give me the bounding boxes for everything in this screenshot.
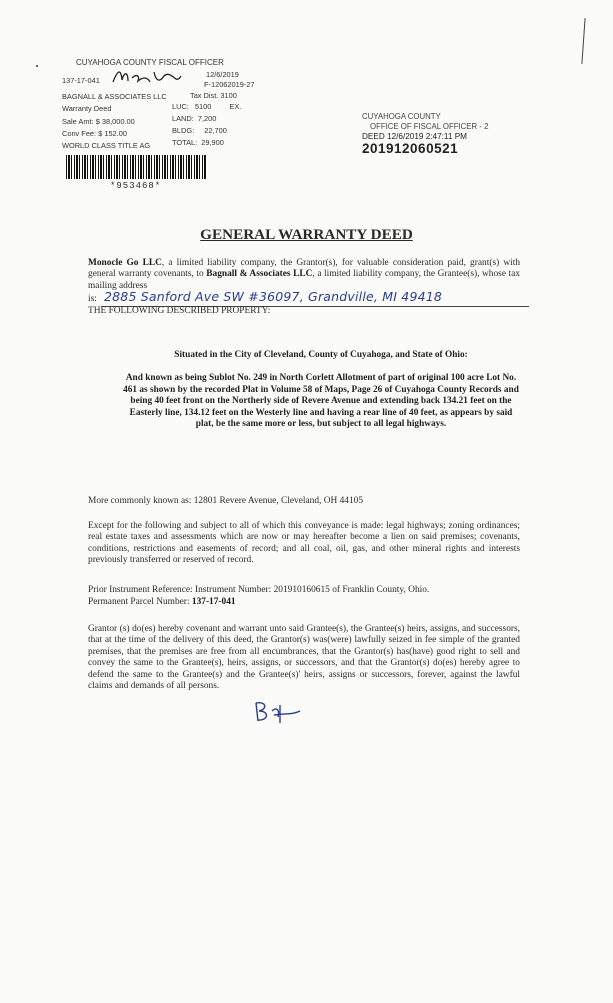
stamp-file-no: F-12062019-27 <box>204 80 255 89</box>
situated-line: Situated in the City of Cleveland, County of Cuyahoga, and State of Ohio: <box>174 350 468 360</box>
covenant-paragraph: Grantor (s) do(es) hereby covenant and warrant unto said Grantee(s), the Grantee(s) heirs, assigns, and successors, that at the time of the delivery of this deed, the Grantor(s) was(were) lawfully seized in fee simple of the granted premises, that the premises are free from all encumbrances, that the Grantor(s) has(have) good right to sell and convey the same to the Grantee(s), heirs, assigns, or successors, and that the Grantor(s) do(es) hereby agree to defend the same to the Grantee(s) and the Grantee(s)' heirs, assigns or successors, forever, against the lawful claims and demands of all persons. <box>88 624 520 692</box>
stamp-bldg-label: BLDG: <box>172 126 195 135</box>
stamp-total-label: TOTAL: <box>172 138 198 147</box>
recorder-number: 201912060521 <box>362 141 459 156</box>
stamp-deed-type: Warranty Deed <box>62 104 112 113</box>
recorder-stamp <box>362 112 562 154</box>
stamp-ex: EX. <box>229 102 242 111</box>
intro-paragraph: Monocle Go LLC, a limited liability company, the Grantor(s), for valuable consideration paid, grant(s) with general warranty covenants, to Bagnall & Associates LLC, a limited liability company, the Grantee(s), whose tax mailing address <box>88 258 521 291</box>
stamp-date: 12/6/2019 <box>206 70 239 79</box>
stamp-office: CUYAHOGA COUNTY FISCAL OFFICER <box>76 58 224 67</box>
stamp-luc: 5100 <box>194 102 212 111</box>
auditor-signature <box>110 66 182 88</box>
stamp-sale-amt-label: Sale Amt: <box>62 117 94 126</box>
grantor-name: Monocle Go LLC <box>88 258 162 268</box>
ppn-value: 137-17-041 <box>191 597 236 607</box>
legal-description: And known as being Sublot No. 249 in North Corlett Allotment of part of original 100 acre Lot No. 461 as shown by the recorded Plat in Volume 58 of Maps, Page 26 of Cuyahoga County Records and being 40 feet front on the Northerly side of Revere Avenue and extending back 134.21 feet on the Easterly line, 134.12 feet on the Westerly line and having a rear line of 40 feet, as appears by said plat, be the same more or less, but subject to all legal highways. <box>123 373 519 430</box>
stamp-total: 29,900 <box>201 138 224 147</box>
recorder-line-deed: DEED 12/6/2019 2:47:11 PM <box>362 132 467 141</box>
handwritten-initials <box>250 699 302 725</box>
grantee-name: Bagnall & Associates LLC <box>206 269 313 280</box>
stamp-tax-dist-label: Tax Dist. <box>190 91 219 100</box>
margin-dot <box>36 65 38 67</box>
stamp-tax-dist: 3100 <box>220 91 237 100</box>
barcode-number: *953468* <box>110 181 162 191</box>
stamp-land: 7,200 <box>197 114 217 123</box>
following-described: THE FOLLOWING DESCRIBED PROPERTY: <box>88 306 271 316</box>
stamp-parcel: 137-17-041 <box>62 76 100 85</box>
permanent-parcel <box>88 597 520 608</box>
stamp-land-label: LAND: <box>172 114 194 123</box>
handwritten-address: 2885 Sanford Ave SW #36097, Grandville, MI 49418 <box>104 289 443 304</box>
margin-mark <box>581 18 585 64</box>
is-label: is: <box>88 294 97 304</box>
stamp-conv-fee: $ 152.00 <box>98 129 127 138</box>
stamp-luc-label: LUC: <box>172 102 189 111</box>
ppn-label: Permanent Parcel Number: <box>88 597 190 607</box>
stamp-title-co: WORLD CLASS TITLE AG <box>62 141 151 150</box>
recorder-line-office: OFFICE OF FISCAL OFFICER - 2 <box>370 122 489 131</box>
page-title: GENERAL WARRANTY DEED <box>200 226 413 243</box>
barcode <box>66 155 206 179</box>
stamp-conv-fee-label: Conv Fee: <box>62 129 97 138</box>
exceptions-paragraph: Except for the following and subject to all of which this conveyance is made: legal highways; zoning ordinances; real estate taxes and assessments which are now or may hereafter become a lien on said premises; covenants, conditions, restrictions and easements of record; and all coal, oil, gas, and other mineral rights and interests previously transferred or reserved of record. <box>88 521 520 566</box>
stamp-bldg: 22,700 <box>204 126 227 135</box>
recorder-line-county: CUYAHOGA COUNTY <box>362 112 441 121</box>
common-address: More commonly known as: 12801 Revere Avenue, Cleveland, OH 44105 <box>88 496 364 506</box>
stamp-sale-amt: $ 38,000.00 <box>95 117 135 126</box>
prior-instrument: Prior Instrument Reference: Instrument Number: 201910160615 of Franklin County, Ohio. <box>88 585 430 595</box>
stamp-grantee: BAGNALL & ASSOCIATES LLC <box>62 92 167 101</box>
